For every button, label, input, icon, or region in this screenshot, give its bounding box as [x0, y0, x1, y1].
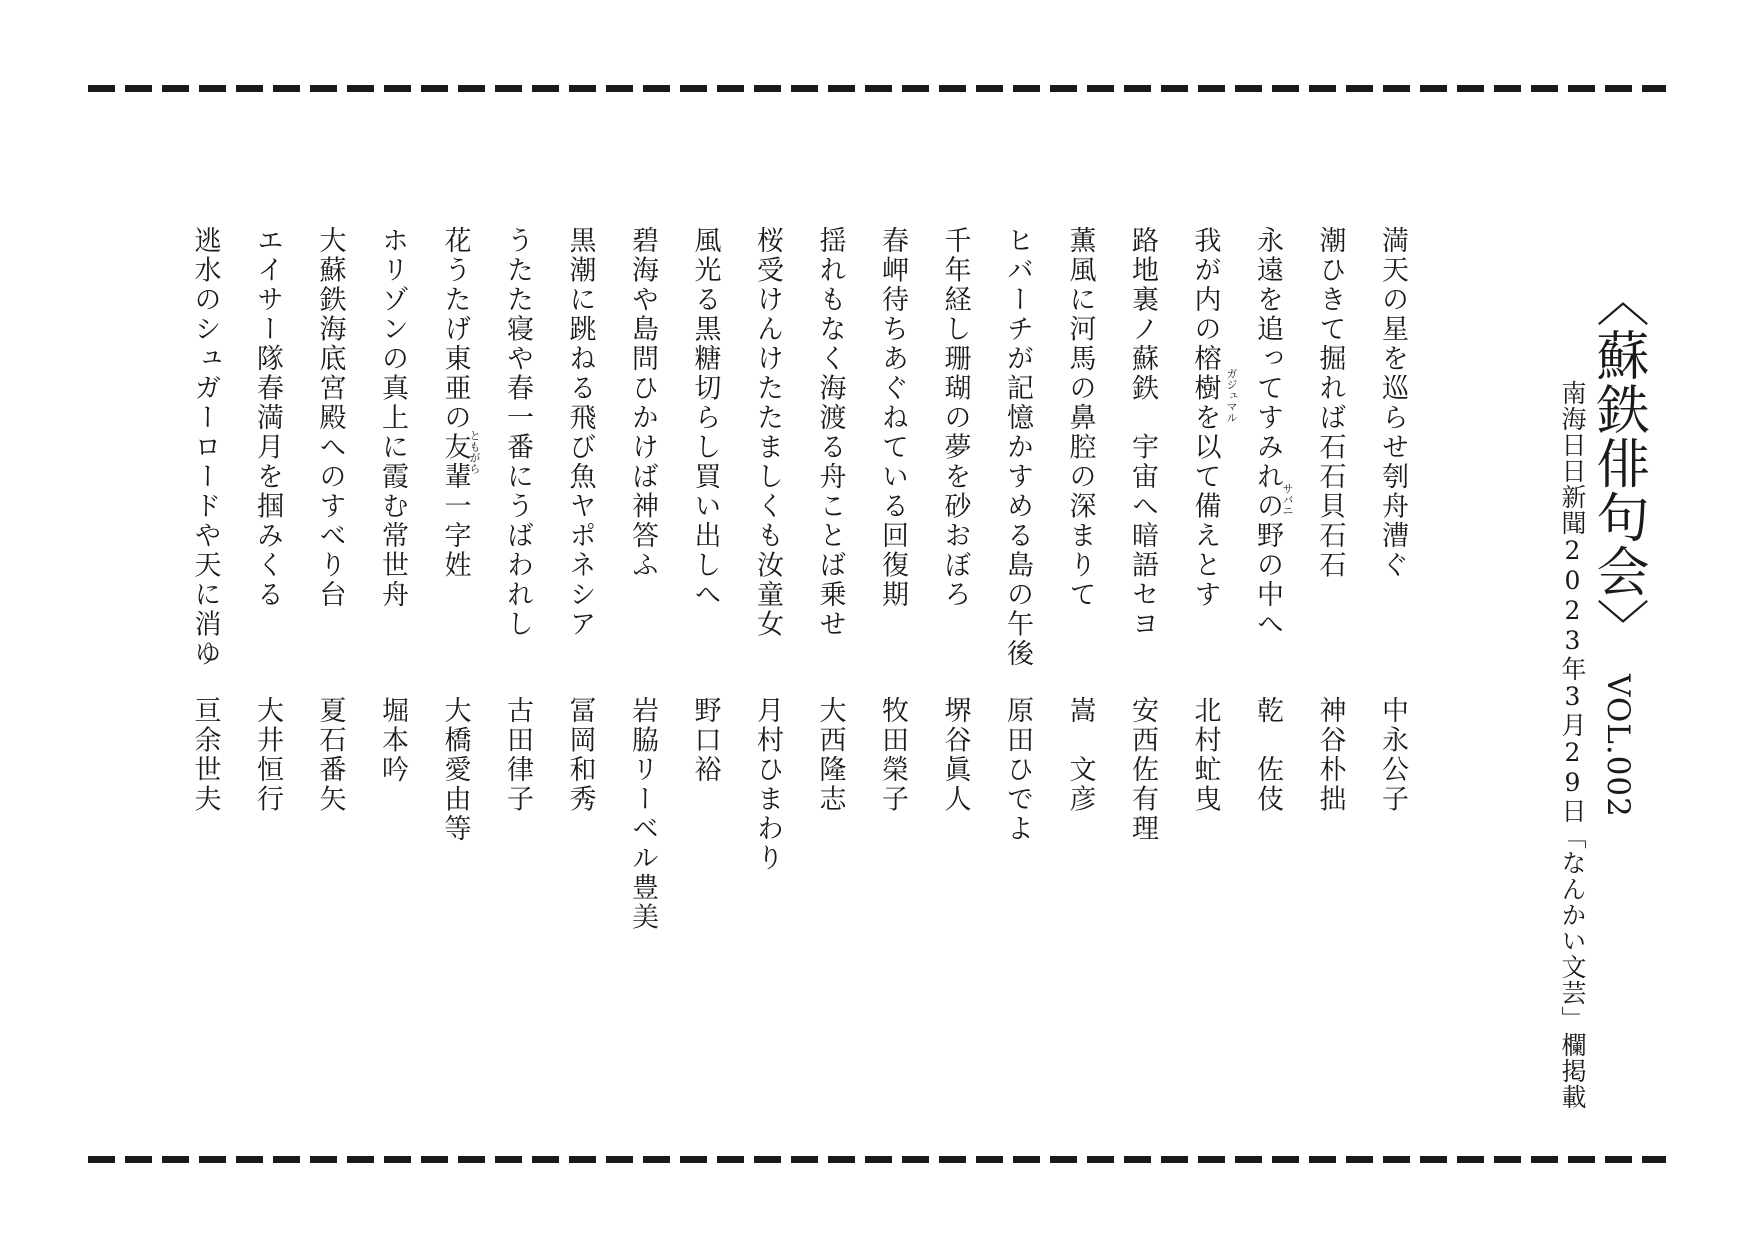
publication-note: 南海日日新聞2023年3月29日「なんかい文芸」欄掲載	[1558, 380, 1587, 1110]
haiku-author: 大西隆志	[814, 696, 846, 814]
page-title	[1588, 274, 1649, 818]
haiku-author: 牧田榮子	[877, 696, 908, 814]
title-text: 〈蘇鉄俳句会〉	[1588, 274, 1649, 652]
haiku-text: 花うたげ東亜の友輩一字姓	[439, 226, 471, 580]
volume-label: VOL.002	[1600, 674, 1636, 818]
haiku-author: 嵩 文彦	[1064, 696, 1096, 814]
haiku-author: 神谷朴拙	[1314, 696, 1346, 814]
haiku-author: 安西佐有理	[1127, 696, 1158, 844]
haiku-text: 黒潮に跳ねる飛び魚ヤポネシア	[564, 226, 596, 639]
haiku-author: 堀本吟	[377, 696, 408, 785]
haiku-text: ヒバーチが記憶かすめる島の午後	[1002, 226, 1033, 669]
haiku-author: 亘余世夫	[189, 696, 221, 814]
haiku-author: 冨岡和秀	[564, 696, 596, 814]
haiku-author: 夏石番矢	[314, 696, 346, 814]
haiku-text: 逃水のシュガーロードや天に消ゆ	[189, 226, 221, 669]
haiku-text: 春岬待ちあぐねている回復期	[877, 226, 908, 610]
haiku-author: 大橋愛由等	[439, 696, 471, 844]
haiku-text: 潮ひきて掘れば石石貝石石	[1314, 226, 1346, 580]
haiku-author: 野口裕	[689, 696, 721, 785]
haiku-text: 桜受けんけたたましくも汝童女	[752, 226, 783, 639]
haiku-text: 薫風に河馬の鼻腔の深まりて	[1064, 226, 1096, 610]
haiku-text: 満天の星を巡らせ刳舟漕ぐ	[1377, 226, 1408, 580]
haiku-author: 古田律子	[502, 696, 533, 814]
haiku-author: 岩脇リーベル豊美	[627, 696, 658, 932]
haiku-author: 中永公子	[1377, 696, 1408, 814]
ruby-sabani: サバニ	[1281, 483, 1294, 516]
haiku-text: 永遠を追ってすみれの野の中へ	[1252, 226, 1283, 639]
haiku-author: 月村ひまわり	[752, 696, 783, 873]
haiku-author: 堺谷眞人	[939, 696, 971, 814]
top-dashed-rule	[88, 85, 1666, 92]
haiku-text: エイサー隊春満月を掴みくる	[252, 226, 283, 610]
haiku-text: ホリゾンの真上に霞む常世舟	[377, 226, 408, 610]
ruby-gajumaru: ガジュマル	[1225, 368, 1238, 423]
haiku-text: 揺れもなく海渡る舟ことば乗せ	[814, 226, 846, 639]
haiku-text: 碧海や島問ひかけば神答ふ	[627, 226, 658, 580]
haiku-author: 乾 佐伎	[1252, 696, 1283, 814]
haiku-text: 大蘇鉄海底宮殿へのすべり台	[314, 226, 346, 610]
haiku-text: うたた寝や春一番にうばわれし	[502, 226, 533, 639]
ruby-tomogara: ともがら	[468, 430, 481, 474]
haiku-text: 路地裏ノ蘇鉄 宇宙へ暗語セヨ	[1127, 226, 1158, 639]
haiku-author: 北村虻曳	[1189, 696, 1221, 814]
haiku-text: 風光る黒糖切らし買い出しへ	[689, 226, 721, 610]
haiku-text: 千年経し珊瑚の夢を砂おぼろ	[939, 226, 971, 610]
bottom-dashed-rule	[88, 1156, 1666, 1163]
haiku-author: 原田ひでよ	[1002, 696, 1033, 844]
haiku-text: 我が内の榕樹を以て備えとす	[1189, 226, 1221, 610]
haiku-author: 大井恒行	[252, 696, 283, 814]
